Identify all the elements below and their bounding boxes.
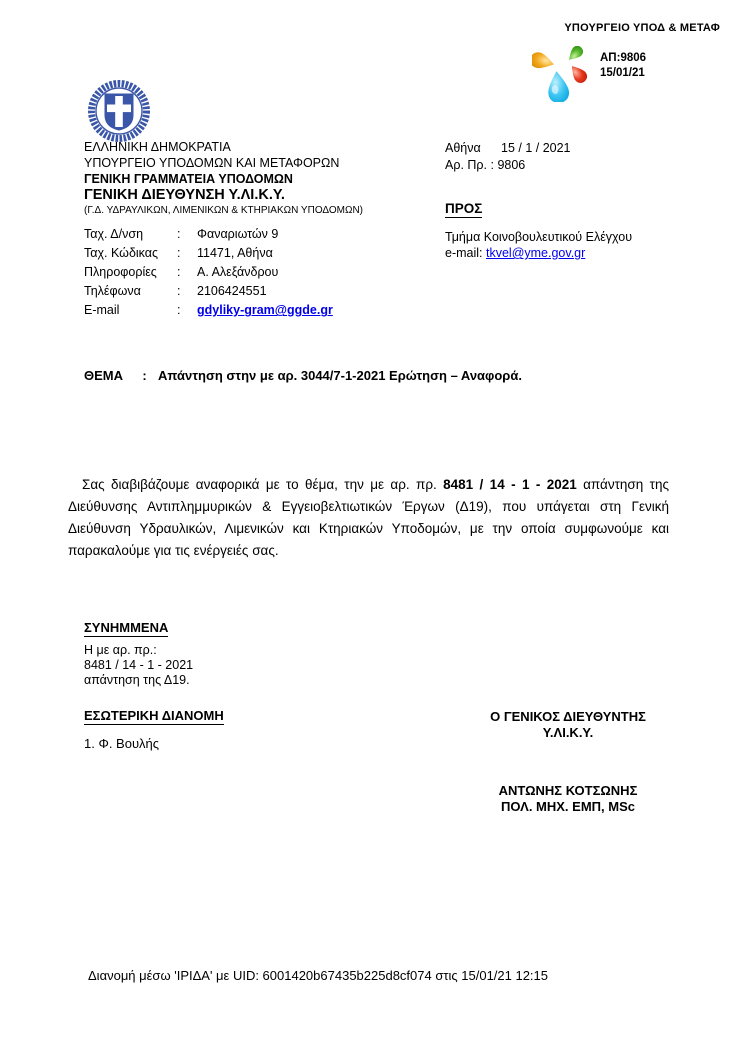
irida-distribution-footer: Διανομή μέσω 'ΙΡΙΔΑ' με UID: 6001420b67435b225d8cf074 στις 15/01/21 12:15 <box>88 968 549 983</box>
attachment-line: Η με αρ. πρ.: <box>84 643 157 657</box>
body-text-lead: Σας διαβιβάζουμε αναφορικά με το θέμα, την με αρ. πρ. <box>82 476 444 492</box>
recipient-name: Τμήμα Κοινοβουλευτικού Ελέγχου <box>445 230 633 244</box>
dateline-city: Αθήνα <box>445 141 481 155</box>
distribution-item: 1. Φ. Βουλής <box>84 736 160 751</box>
attachments-block <box>84 620 193 688</box>
stamp-ministry-title: ΥΠΟΥΡΓΕΙΟ ΥΠΟΔ & ΜΕΤΑΦ <box>564 22 720 34</box>
attachments-heading: ΣΥΝΗΜΜΕΝΑ <box>84 620 169 635</box>
contact-row-phone <box>84 282 333 301</box>
body-reference-number: 8481 / 14 - 1 - 2021 <box>443 476 577 492</box>
org-line-secretariat: ΓΕΝΙΚΗ ΓΡΑΜΜΑΤΕΙΑ ΥΠΟΔΟΜΩΝ <box>84 171 293 186</box>
contact-row-information <box>84 262 333 281</box>
protocol-stamp <box>530 22 720 102</box>
contact-value: Α. Αλεξάνδρου <box>197 264 279 279</box>
contact-row-postcode <box>84 243 333 262</box>
recipient-heading: ΠΡΟΣ <box>445 201 483 216</box>
contact-value: 2106424551 <box>197 284 267 299</box>
subject-line <box>84 368 664 383</box>
dateline-date: 15 / 1 / 2021 <box>501 141 571 155</box>
body-paragraph <box>68 474 669 562</box>
contact-row-address <box>84 224 333 243</box>
contact-separator: : <box>177 245 181 260</box>
contact-label: Πληροφορίες <box>84 264 157 279</box>
signature-title: Ο ΓΕΝΙΚΟΣ ΔΙΕΥΘΥΝΤΗΣ <box>490 709 646 724</box>
contact-separator: : <box>177 303 181 318</box>
contact-info-block <box>84 224 333 320</box>
distribution-heading: ΕΣΩΤΕΡΙΚΗ ΔΙΑΝΟΜΗ <box>84 708 224 723</box>
recipient-email-link[interactable]: tkvel@yme.gov.gr <box>486 246 586 260</box>
org-line-subtitle: (Γ.Δ. ΥΔΡΑΥΛΙΚΩΝ, ΛΙΜΕΝΙΚΩΝ & ΚΤΗΡΙΑΚΩΝ ΥΠΟΔΟΜΩΝ) <box>84 205 363 217</box>
contact-label: Ταχ. Δ/νση <box>84 226 144 241</box>
subject-label: ΘΕΜΑ <box>84 368 123 383</box>
signature-block <box>436 709 700 815</box>
protocol-label: Αρ. Πρ. : <box>445 158 494 172</box>
contact-separator: : <box>177 284 181 299</box>
internal-distribution-block <box>84 708 224 751</box>
org-line-directorate: ΓΕΝΙΚΗ ΔΙΕΥΘΥΝΣΗ Υ.ΛΙ.Κ.Υ. <box>84 187 285 204</box>
org-line-ministry: ΥΠΟΥΡΓΕΙΟ ΥΠΟΔΟΜΩΝ ΚΑΙ ΜΕΤΑΦΟΡΩΝ <box>84 155 340 170</box>
subject-text: Απάντηση στην με αρ. 3044/7-1-2021 Ερώτηση – Αναφορά. <box>158 368 522 383</box>
ministry-logo-drops-icon <box>532 46 588 102</box>
contact-value: Φαναριωτών 9 <box>197 226 279 241</box>
contact-row-email <box>84 301 333 320</box>
contact-label: Τηλέφωνα <box>84 284 141 299</box>
contact-label: E-mail <box>84 303 120 318</box>
contact-separator: : <box>177 264 181 279</box>
body-text-tail: απάντηση της Διεύθυνσης Αντιπλημμυρικών & Εγγειοβελτιωτικών Έργων (Δ19), που υπάγεται στη Γενική Διεύθυνση Υδραυλικών, Λιμενικών και Κτηριακών Υποδομών, με την οποία συμφωνούμε και παρακαλούμε για τις ενέργειές σας. <box>68 476 669 558</box>
contact-value: 11471, Αθήνα <box>197 245 273 260</box>
protocol-value: 9806 <box>497 158 526 172</box>
organization-header <box>84 140 363 218</box>
subject-separator: : <box>142 368 147 383</box>
contact-label: Ταχ. Κώδικας <box>84 245 159 260</box>
sender-email-link[interactable]: gdyliky-gram@ggde.gr <box>197 303 333 318</box>
stamp-protocol-date: 15/01/21 <box>600 67 645 79</box>
org-line-republic: ΕΛΛΗΝΙΚΗ ΔΗΜΟΚΡΑΤΙΑ <box>84 140 231 154</box>
date-and-recipient-column <box>445 141 715 261</box>
attachment-line: απάντηση της Δ19. <box>84 673 190 687</box>
stamp-protocol-number: ΑΠ:9806 <box>600 52 647 64</box>
recipient-email-label: e-mail: <box>445 246 483 260</box>
hellenic-republic-emblem-icon <box>88 79 150 145</box>
signature-credentials: ΠΟΛ. ΜΗΧ. ΕΜΠ, MSc <box>501 799 635 814</box>
signature-directorate: Υ.ΛΙ.Κ.Υ. <box>542 725 594 740</box>
attachment-line: 8481 / 14 - 1 - 2021 <box>84 658 194 672</box>
contact-separator: : <box>177 226 181 241</box>
signature-name: ΑΝΤΩΝΗΣ ΚΟΤΣΩΝΗΣ <box>498 783 638 798</box>
